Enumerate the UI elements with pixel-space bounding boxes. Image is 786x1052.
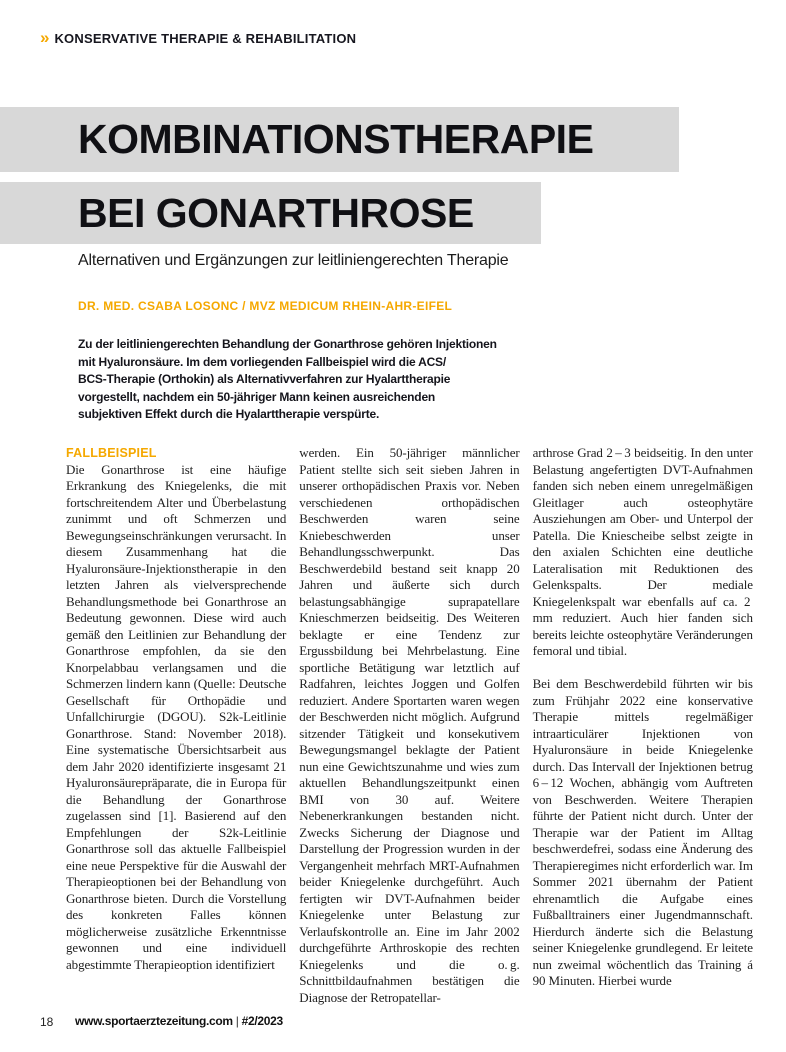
- page-number: 18: [40, 1015, 54, 1029]
- kicker-label: KONSERVATIVE THERAPIE & REHABILITATION: [54, 31, 357, 46]
- footer-separator: |: [235, 1014, 239, 1028]
- footer-publication-line: [75, 1014, 283, 1028]
- body-text-column-2: werden. Ein 50-jähriger männlicher Patient stellte sich seit sieben Jahren in unserer orthopädischen Praxis vor. Neben verschiedenen orthopädischen Beschwerden waren seine Kniebeschwerden unser Behandlungsschwerpunkt. Das Beschwerdebild bestand seit knapp 20 Jahren und äußerte sich durch belastungsabhängige suprapatellare Knieschmerzen beidseitig. Des Weiteren beklagte er eine Tendenz zur Ergussbildung bei Mehrbelastung. Eine sportliche Betätigung war letztlich auf Radfahren, leichtes Joggen und Golfen reduziert. Andere Sportarten waren wegen der Beschwerden nicht möglich. Aufgrund sitzender Tätigkeit und konsekutivem Bewegungsmangel beklagte der Patient nun eine Gewichtszunahme und wies zum aktuellen Behandlungszeitpunkt einen BMI von 30 auf. Weitere Nebenerkrankungen bestanden nicht. Zwecks Sicherung der Diagnose und Darstellung der Progression wurden in der Vergangenheit mehrfach MRT-Aufnahmen beider Kniegelenke durchgeführt. Auch fertigten wir DVT-Aufnahmen beider Kniegelenke unter Belastung zur Verlaufskontrolle an. Eine im Jahr 2002 durchgeführte Arthroskopie des rechten Kniegelenks und die o. g. Schnittbildaufnahmen bestätigen die Diagnose der Retropatellar-: [299, 445, 520, 1005]
- article-subtitle: Alternativen und Ergänzungen zur leitliniengerechten Therapie: [78, 252, 509, 269]
- article-title-line-1: KOMBINATIONSTHERAPIE: [78, 116, 594, 162]
- body-text-column-1: Die Gonarthrose ist eine häufige Erkrankung des Kniegelenks, die mit fortschreitendem Alter und Überbelastung zunimmt und oft Schmerzen und Bewegungseinschränkungen verursacht. In diesem Zusammenhang hat die Hyaluronsäure-Injektionstherapie in den letzten Jahren als vielversprechende Behandlungsmethode bei Gonarthrose an Bedeutung gewonnen. Diese wird auch gemäß den Leitlinien zur Behandlung der Gonarthrose empfohlen, da sie den Knorpelabbau verlangsamen und die Schmerzen lindern kann (Quelle: Deutsche Gesellschaft für Orthopädie und Unfallchirurgie (DGOU). S2k-Leitlinie Gonarthrose. Stand: November 2018). Eine systematische Übersichtsarbeit aus dem Jahr 2020 identifizierte insgesamt 21 Hyaluronsäurepräparate, die in Europa für die Behandlung der Gonarthrose zugelassen sind [1]. Basierend auf den Empfehlungen der S2k-Leitlinie Gonarthrose soll das aktuelle Fallbeispiel eine neue Perspektive für die Auswahl der Therapieoptionen bei der Behandlung von Gonarthrose bieten. Durch die Vorstellung des konkreten Falles können möglicherweise zusätzliche Erkenntnisse gewonnen und eine individuell abgestimmte Therapieoption identifiziert: [66, 461, 287, 972]
- article-title-line-2: BEI GONARTHROSE: [78, 189, 474, 236]
- article-body: [66, 445, 753, 1006]
- body-column-3: [533, 445, 753, 1006]
- title-line-1-block: [0, 107, 679, 172]
- section-heading: FALLBEISPIEL: [66, 446, 157, 460]
- double-chevron-icon: »: [40, 28, 48, 47]
- intro-paragraph: [78, 336, 497, 424]
- intro-line: mit Hyaluronsäure. Im dem vorliegenden Fallbeispiel wird die ACS/: [78, 354, 446, 369]
- intro-line: subjektiven Effekt durch die Hyalarttherapie verspürte.: [78, 407, 380, 421]
- title-line-2-block: [0, 182, 541, 244]
- intro-line: BCS-Therapie (Orthokin) als Alternativverfahren zur Hyalarttherapie: [78, 372, 451, 386]
- body-column-2: [299, 445, 519, 1006]
- body-text-column-3-paragraph-1: arthrose Grad 2 – 3 beidseitig. In den unter Belastung angefertigten DVT-Aufnahmen fanden sich neben einem unregelmäßigen Gleitlager auch osteophytäre Ausziehungen am Ober- und Unterpol der Patella. Die Kniescheibe selbst zeigte in den axialen Schichten eine deutliche Lateralisation mit Reduktionen des Gelenkspalts. Der mediale Kniegelenkspalt war ebenfalls auf ca. 2 mm reduziert. Auch hier fanden sich bereits leichte osteophytäre Veränderungen femoral und tibial.: [532, 445, 753, 658]
- intro-line: Zu der leitliniengerechten Behandlung der Gonarthrose gehören Injektionen: [78, 337, 497, 351]
- section-kicker: [40, 30, 356, 47]
- intro-line: vorgestellt, nachdem ein 50-jähriger Mann keinen ausreichenden: [78, 389, 436, 404]
- body-column-1: [66, 445, 286, 1006]
- body-text-column-3-paragraph-2: Bei dem Beschwerdebild führten wir bis zum Frühjahr 2022 eine konservative Therapie mittels regelmäßiger intraarticulärer Injektionen von Hyaluronsäure in beide Kniegelenke durch. Das Intervall der Injektionen betrug 6 – 12 Wochen, abhängig vom Auftreten von Beschwerden. Weitere Therapien führte der Patient nicht durch. Unter der Therapie war der Patient im Alltag beschwerdefrei, sodass eine Änderung des Therapieregimes nicht erforderlich war. Im Sommer 2021 übernahm der Patient ehrenamtlich die Aufgabe eines Fußballtrainers einer Jugendmannschaft. Hierdurch änderte sich die Belastung seiner Kniegelenke grundlegend. Er leitete nun zweimal wöchentlich das Training á 90 Minuten. Hierbei wurde: [532, 676, 753, 988]
- footer-website: www.sportaerztezeitung.com: [75, 1014, 233, 1028]
- author-line: DR. MED. CSABA LOSONC / MVZ MEDICUM RHEIN-AHR-EIFEL: [78, 299, 453, 313]
- footer-issue: #2/2023: [241, 1014, 283, 1028]
